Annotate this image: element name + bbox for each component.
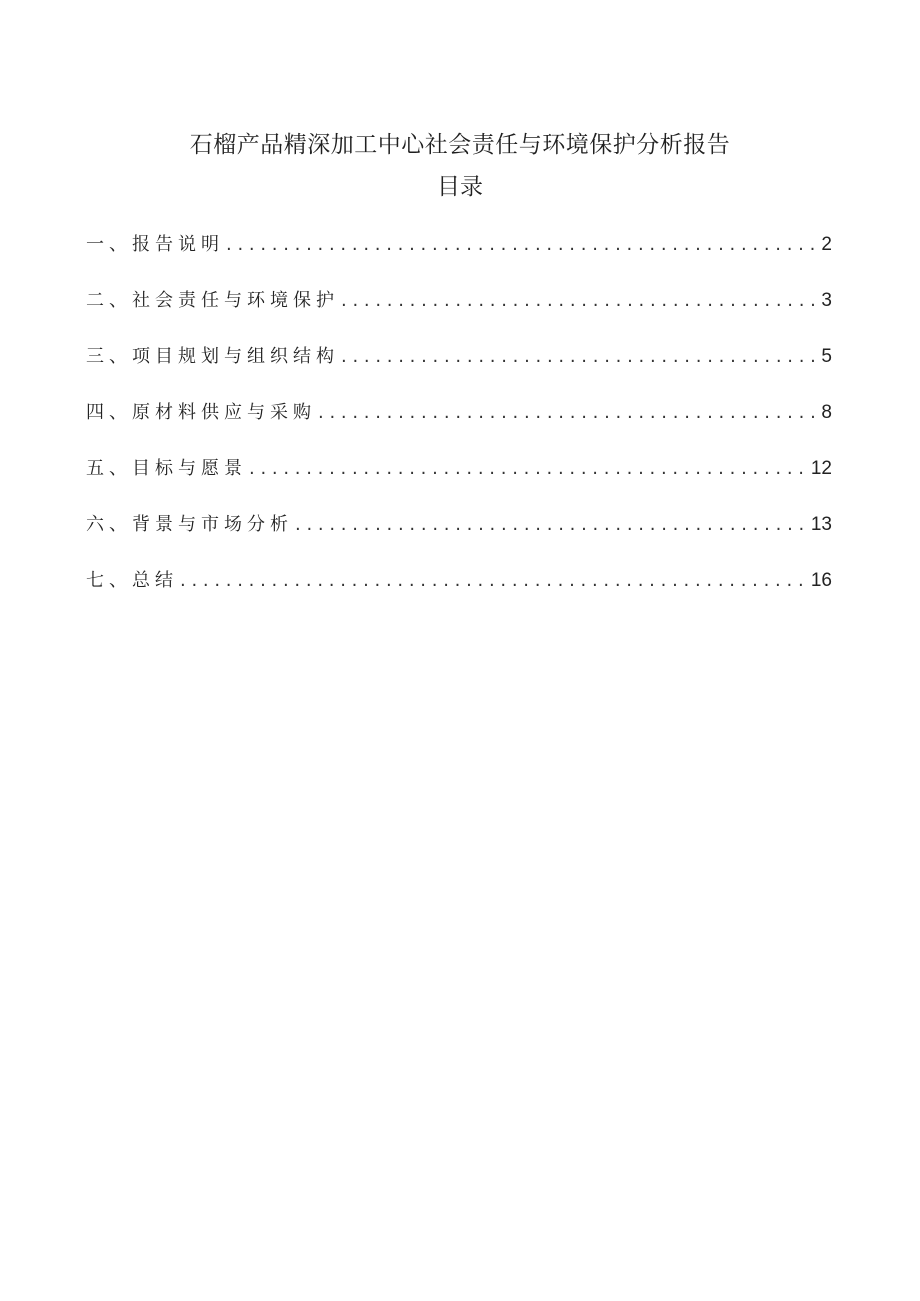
table-of-contents	[86, 230, 832, 622]
toc-entry-page-number: 13	[810, 514, 832, 535]
document-title: 石榴产品精深加工中心社会责任与环境保护分析报告	[189, 132, 731, 158]
toc-dot-leader	[341, 342, 819, 372]
toc-entry-label: 五、目标与愿景	[86, 458, 247, 479]
toc-dot-leader	[180, 566, 809, 596]
toc-dot-leader	[226, 230, 819, 260]
toc-dot-leader	[318, 398, 819, 428]
toc-entry-page-number: 8	[821, 402, 832, 423]
toc-entry-page-number: 16	[810, 570, 832, 591]
toc-dot-leader	[249, 454, 809, 484]
toc-heading: 目录	[437, 174, 483, 200]
toc-entry-summary[interactable]	[86, 566, 832, 622]
toc-entry-label: 七、总结	[86, 570, 178, 591]
toc-dot-leader	[341, 286, 819, 316]
toc-entry-label: 三、项目规划与组织结构	[86, 346, 339, 367]
toc-dot-leader	[295, 510, 809, 540]
toc-entry-project-planning[interactable]	[86, 342, 832, 398]
toc-entry-label: 六、背景与市场分析	[86, 514, 293, 535]
toc-entry-report-description[interactable]	[86, 230, 832, 286]
toc-entry-page-number: 2	[821, 234, 832, 255]
toc-entry-label: 二、社会责任与环境保护	[86, 290, 339, 311]
toc-entry-page-number: 12	[810, 458, 832, 479]
toc-entry-page-number: 3	[821, 290, 832, 311]
toc-entry-raw-materials[interactable]	[86, 398, 832, 454]
toc-entry-social-responsibility[interactable]	[86, 286, 832, 342]
toc-entry-label: 一、报告说明	[86, 234, 224, 255]
toc-entry-market-analysis[interactable]	[86, 510, 832, 566]
toc-entry-label: 四、原材料供应与采购	[86, 402, 316, 423]
toc-entry-goals-vision[interactable]	[86, 454, 832, 510]
toc-entry-page-number: 5	[821, 346, 832, 367]
